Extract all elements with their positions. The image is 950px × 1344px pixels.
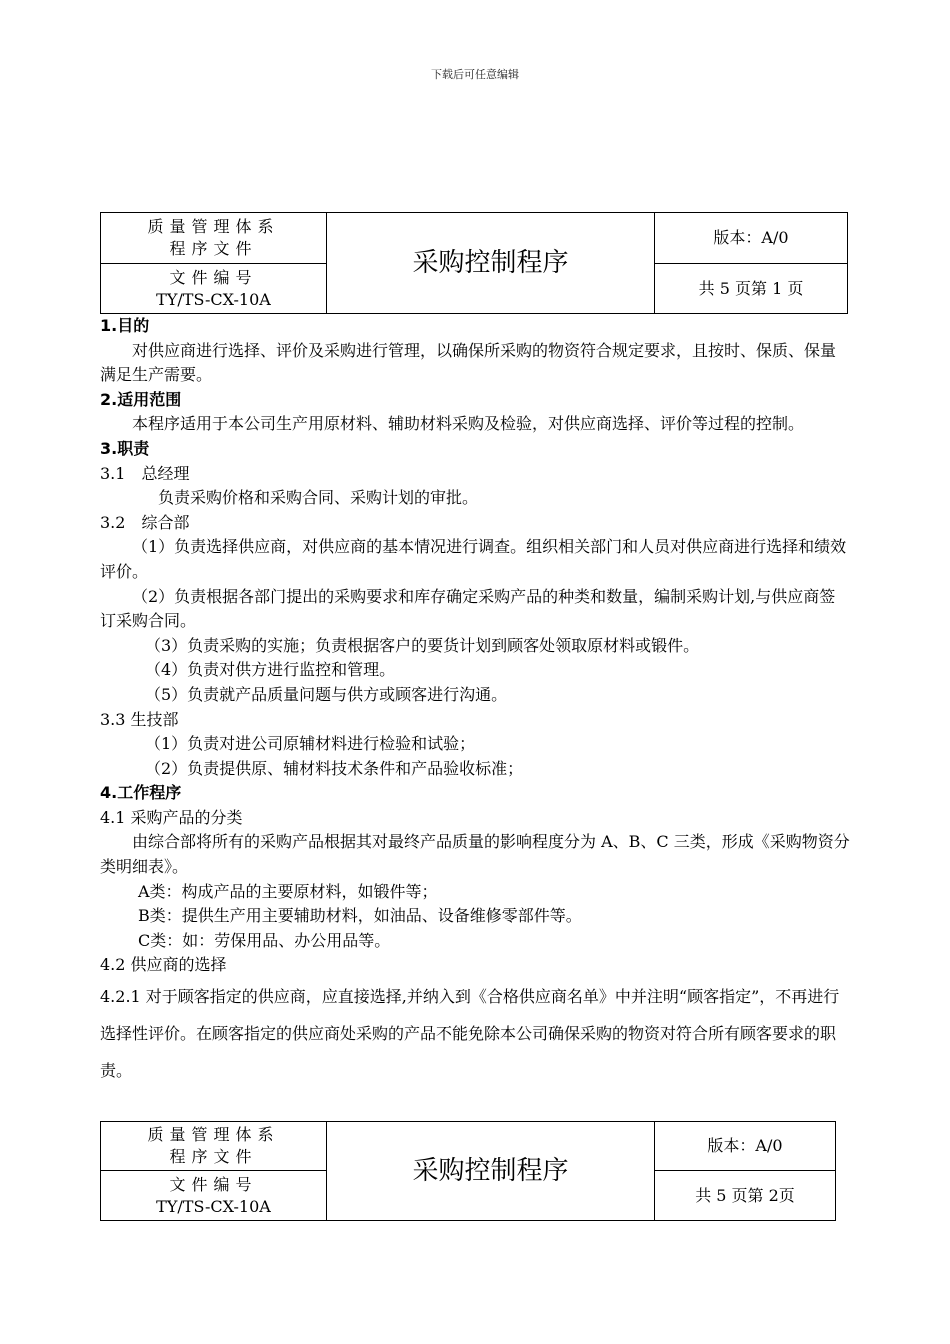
document-header-table-page2 (100, 1121, 836, 1221)
page-count-cell: 共 5 页第 2页 (655, 1171, 836, 1221)
section-4-1-heading: 4.1 采购产品的分类 (100, 807, 243, 827)
doc-number-cell (101, 264, 327, 314)
system-line1: 质量管理体系 (147, 217, 280, 236)
section-2-heading: 2.适用范围 (100, 389, 182, 409)
doc-number-label: 文件编号 (169, 267, 258, 287)
document-title: 采购控制程序 (327, 213, 655, 314)
section-3-3-heading: 3.3 生技部 (100, 709, 179, 729)
section-3-1-paragraph: 负责采购价格和采购合同、采购计划的审批。 (158, 488, 479, 508)
list-item: （2）负责提供原、辅材料技术条件和产品验收标准； (145, 758, 524, 778)
doc-number-cell (101, 1171, 327, 1221)
document-body (100, 314, 850, 1089)
list-item: （5）负责就产品质量问题与供方或顾客进行沟通。 (145, 684, 508, 704)
document-title: 采购控制程序 (327, 1122, 655, 1221)
version-cell: 版本：A/0 (655, 213, 848, 264)
section-2-paragraph: 本程序适用于本公司生产用原材料、辅助材料采购及检验，对供应商选择、评价等过程的控制。 (132, 414, 805, 434)
document-header-table (100, 212, 848, 314)
section-1-heading: 1.目的 (100, 316, 150, 335)
watermark: 下载后可任意编辑 (431, 68, 519, 81)
section-3-2-heading: 3.2 综合部 (100, 512, 190, 532)
version-cell: 版本：A/0 (655, 1122, 836, 1171)
section-4-1-paragraph: 由综合部将所有的采购产品根据其对最终产品质量的影响程度分为 A、B、C 三类，形成《采购物资分类明细表》。 (100, 832, 850, 877)
system-line2: 程序文件 (169, 239, 258, 258)
list-item: （1）负责选择供应商，对供应商的基本情况进行调查。组织相关部门和人员对供应商进行选择和绩效评价。 (100, 537, 847, 581)
category-a: A类：构成产品的主要原材料，如锻件等； (138, 881, 438, 901)
doc-number: TY/TS-CX-10A (156, 289, 271, 309)
system-line1: 质量管理体系 (147, 1125, 280, 1144)
category-b: B类：提供生产用主要辅助材料，如油品、设备维修零部件等。 (138, 906, 582, 926)
category-c: C类：如：劳保用品、办公用品等。 (138, 930, 391, 950)
list-item: （4）负责对供方进行监控和管理。 (145, 660, 396, 680)
section-3-1-heading: 3.1 总经理 (100, 463, 190, 483)
list-item: （1）负责对进公司原辅材料进行检验和试验； (145, 734, 476, 754)
system-line2: 程序文件 (169, 1147, 258, 1166)
list-item: （3）负责采购的实施；负责根据客户的要货计划到顾客处领取原材料或锻件。 (145, 635, 700, 655)
section-3-heading: 3.职责 (100, 438, 150, 458)
section-4-2-1-paragraph: 4.2.1 对于顾客指定的供应商，应直接选择,并纳入到《合格供应商名单》中并注明“顾客指定”，不再进行选择性评价。在顾客指定的供应商处采购的产品不能免除本公司确保采购的物资对符合所有顾客要求的职责。 (100, 987, 840, 1081)
list-item: （2）负责根据各部门提出的采购要求和库存确定采购产品的种类和数量，编制采购计划,与供应商签订采购合同。 (100, 586, 836, 631)
section-1-paragraph: 对供应商进行选择、评价及采购进行管理，以确保所采购的物资符合规定要求，且按时、保质、保量满足生产需要。 (100, 340, 837, 385)
quality-system-cell (101, 1122, 327, 1171)
section-4-heading: 4.工作程序 (100, 783, 182, 803)
quality-system-cell (101, 213, 327, 264)
section-4-2-heading: 4.2 供应商的选择 (100, 955, 227, 975)
doc-number-label: 文件编号 (169, 1174, 258, 1194)
doc-number: TY/TS-CX-10A (156, 1196, 271, 1216)
page-count-cell: 共 5 页第 1 页 (655, 264, 848, 314)
